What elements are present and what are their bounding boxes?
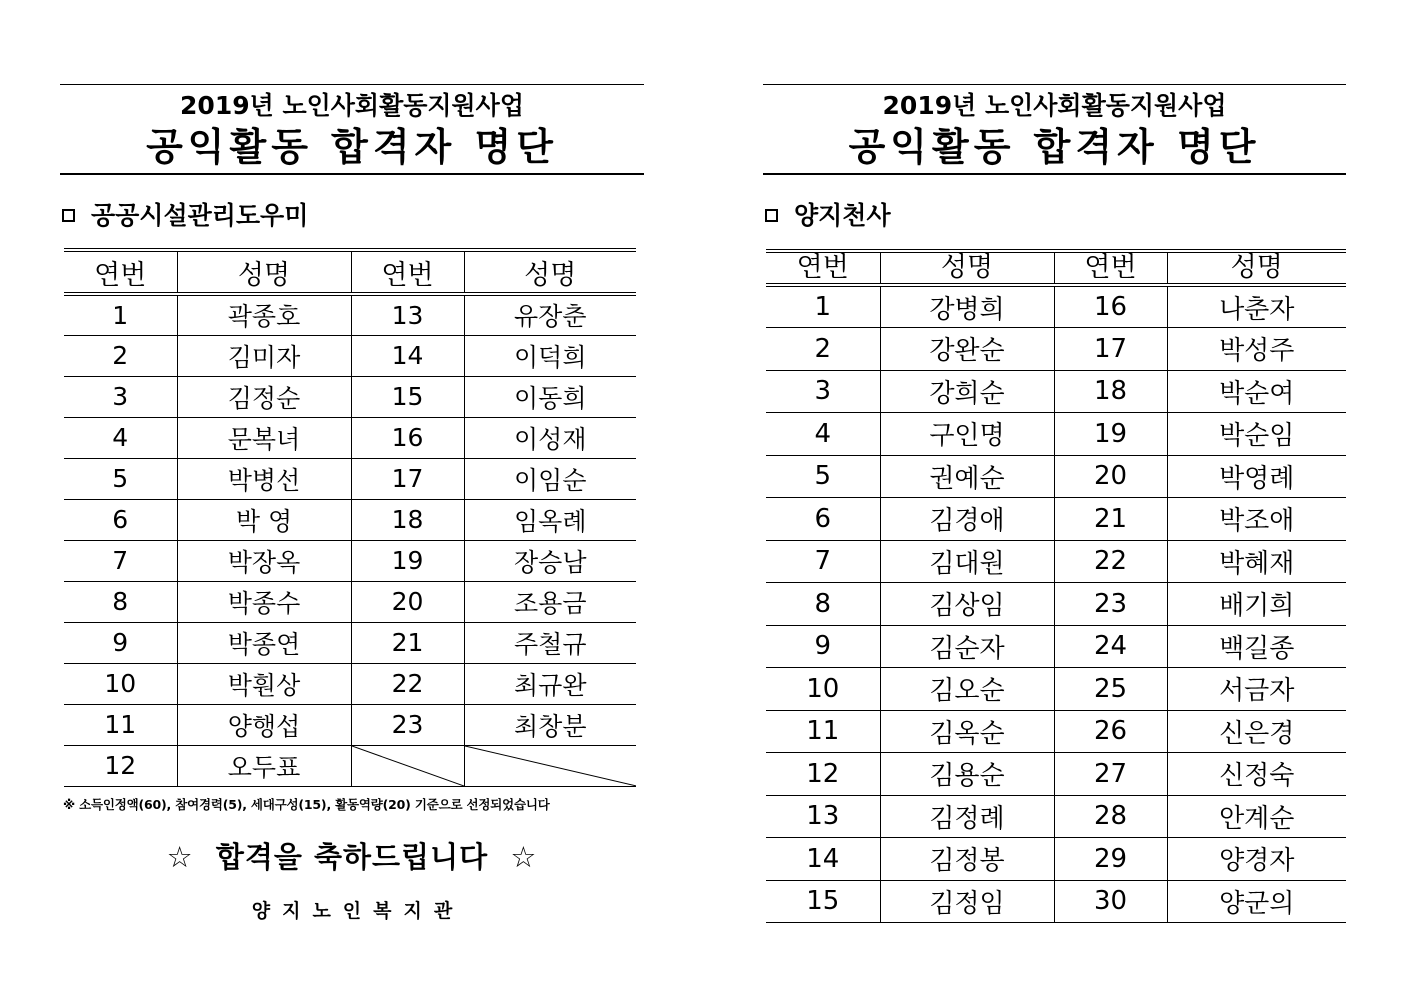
row-number: 19 [1054,413,1167,456]
row-number: 5 [64,458,177,499]
empty-cell [351,745,464,786]
member-name: 최창분 [464,704,636,745]
row-number: 8 [766,583,880,626]
member-name: 권예순 [880,455,1054,498]
row-number: 4 [766,413,880,456]
member-name: 박조애 [1167,498,1346,541]
row-number: 22 [351,663,464,704]
row-number: 11 [766,710,880,753]
row-number: 3 [64,376,177,417]
row-number: 15 [351,376,464,417]
table-row [64,294,636,335]
member-name: 김옥순 [880,710,1054,753]
table-row [64,458,636,499]
section-heading [763,201,1346,231]
table-header-row [766,251,1346,285]
left-header [60,84,644,175]
row-number: 10 [766,668,880,711]
row-number: 15 [766,880,880,923]
roster-table [766,249,1346,923]
member-name: 양경자 [1167,838,1346,881]
right-header [763,84,1346,175]
section-title-text: 공공시설관리도우미 [91,201,309,230]
member-name: 이덕희 [464,335,636,376]
organization-name: 양지노인복지관 [251,899,465,922]
column-header-name: 성명 [880,251,1054,285]
row-number: 4 [64,417,177,458]
table-row [766,540,1346,583]
program-subtitle: 2019년 노인사회활동지원사업 [180,91,524,120]
row-number: 18 [1054,370,1167,413]
member-name: 유장춘 [464,294,636,335]
table-header-row [64,250,636,294]
table-row [64,745,636,786]
right-notice-panel [763,84,1346,923]
member-name: 김정봉 [880,838,1054,881]
row-number: 30 [1054,880,1167,923]
row-number: 8 [64,581,177,622]
member-name: 김정례 [880,795,1054,838]
row-number: 13 [351,294,464,335]
member-name: 김오순 [880,668,1054,711]
row-number: 14 [351,335,464,376]
member-name: 김미자 [177,335,351,376]
row-number: 6 [64,499,177,540]
member-name: 김용순 [880,753,1054,796]
row-number: 23 [1054,583,1167,626]
member-name: 박훤상 [177,663,351,704]
row-number: 16 [351,417,464,458]
table-row [766,583,1346,626]
member-name: 김상임 [880,583,1054,626]
member-name: 양행섭 [177,704,351,745]
checkbox-bullet-icon [62,209,75,222]
left-notice-panel [60,84,644,923]
member-name: 오두표 [177,745,351,786]
table-row [766,285,1346,328]
member-name: 김경애 [880,498,1054,541]
member-name: 서금자 [1167,668,1346,711]
member-name: 박순임 [1167,413,1346,456]
row-number: 26 [1054,710,1167,753]
star-icon: ☆ [510,839,538,874]
member-name: 이동희 [464,376,636,417]
row-number: 17 [1054,328,1167,371]
row-number: 2 [766,328,880,371]
row-number: 7 [64,540,177,581]
row-number: 24 [1054,625,1167,668]
table-row [766,370,1346,413]
column-header-number: 연번 [1054,251,1167,285]
member-name: 곽종호 [177,294,351,335]
roster-table-body [766,285,1346,923]
member-name: 신은경 [1167,710,1346,753]
member-name: 강병희 [880,285,1054,328]
row-number: 11 [64,704,177,745]
column-header-number: 연번 [351,250,464,294]
table-row [766,710,1346,753]
row-number: 27 [1054,753,1167,796]
row-number: 28 [1054,795,1167,838]
member-name: 박성주 [1167,328,1346,371]
table-row [766,328,1346,371]
roster-table [64,248,636,787]
row-number: 19 [351,540,464,581]
member-name: 배기희 [1167,583,1346,626]
member-name: 박순여 [1167,370,1346,413]
notice-title: 공익활동 합격자 명단 [848,125,1261,169]
row-number: 5 [766,455,880,498]
member-name: 박 영 [177,499,351,540]
member-name: 이임순 [464,458,636,499]
row-number: 23 [351,704,464,745]
row-number: 1 [766,285,880,328]
table-row [766,455,1346,498]
selection-criteria-note: ※ 소득인정액(60), 참여경력(5), 세대구성(15), 활동역량(20) 기준으로 선정되었습니다 [63,796,550,812]
table-row [64,376,636,417]
row-number: 3 [766,370,880,413]
member-name: 주철규 [464,622,636,663]
row-number: 16 [1054,285,1167,328]
table-row [766,668,1346,711]
star-icon: ☆ [166,839,194,874]
table-row [64,622,636,663]
row-number: 12 [766,753,880,796]
column-header-number: 연번 [64,250,177,294]
table-row [64,417,636,458]
table-row [766,880,1346,923]
member-name: 문복녀 [177,417,351,458]
row-number: 9 [64,622,177,663]
column-header-name: 성명 [1167,251,1346,285]
member-name: 박종연 [177,622,351,663]
member-name: 김대원 [880,540,1054,583]
table-row [64,581,636,622]
row-number: 21 [351,622,464,663]
row-number: 14 [766,838,880,881]
member-name: 강희순 [880,370,1054,413]
table-row [766,795,1346,838]
table-row [766,498,1346,541]
member-name: 박혜재 [1167,540,1346,583]
table-row [64,335,636,376]
member-name: 조용금 [464,581,636,622]
section-heading [60,201,644,231]
member-name: 김정순 [177,376,351,417]
member-name: 백길종 [1167,625,1346,668]
row-number: 6 [766,498,880,541]
row-number: 17 [351,458,464,499]
column-header-name: 성명 [464,250,636,294]
member-name: 김순자 [880,625,1054,668]
row-number: 2 [64,335,177,376]
section-title-text: 양지천사 [794,201,891,230]
member-name: 박장옥 [177,540,351,581]
row-number: 22 [1054,540,1167,583]
empty-cell [464,745,636,786]
member-name: 장승남 [464,540,636,581]
diagonal-strike-line [352,746,464,786]
table-row [64,540,636,581]
row-number: 7 [766,540,880,583]
program-subtitle: 2019년 노인사회활동지원사업 [882,91,1227,120]
table-row [64,663,636,704]
member-name: 구인명 [880,413,1054,456]
table-row [64,704,636,745]
row-number: 9 [766,625,880,668]
row-number: 1 [64,294,177,335]
table-row [766,413,1346,456]
roster-table-body [64,294,636,786]
row-number: 10 [64,663,177,704]
member-name: 박병선 [177,458,351,499]
member-name: 양군의 [1167,880,1346,923]
member-name: 이성재 [464,417,636,458]
column-header-number: 연번 [766,251,880,285]
column-header-name: 성명 [177,250,351,294]
member-name: 강완순 [880,328,1054,371]
member-name: 임옥례 [464,499,636,540]
row-number: 13 [766,795,880,838]
row-number: 12 [64,745,177,786]
row-number: 25 [1054,668,1167,711]
table-row [766,625,1346,668]
notice-title: 공익활동 합격자 명단 [146,125,558,169]
checkbox-bullet-icon [765,209,778,222]
table-row [766,753,1346,796]
table-row [766,838,1346,881]
congratulations-message [60,835,644,876]
member-name: 안계순 [1167,795,1346,838]
member-name: 신정숙 [1167,753,1346,796]
member-name: 나춘자 [1167,285,1346,328]
member-name: 김정임 [880,880,1054,923]
member-name: 최규완 [464,663,636,704]
row-number: 21 [1054,498,1167,541]
congratulations-text: 합격을 축하드립니다 [215,839,489,874]
row-number: 18 [351,499,464,540]
row-number: 20 [1054,455,1167,498]
member-name: 박영례 [1167,455,1346,498]
row-number: 20 [351,581,464,622]
table-row [64,499,636,540]
diagonal-strike-line [465,746,637,786]
row-number: 29 [1054,838,1167,881]
member-name: 박종수 [177,581,351,622]
